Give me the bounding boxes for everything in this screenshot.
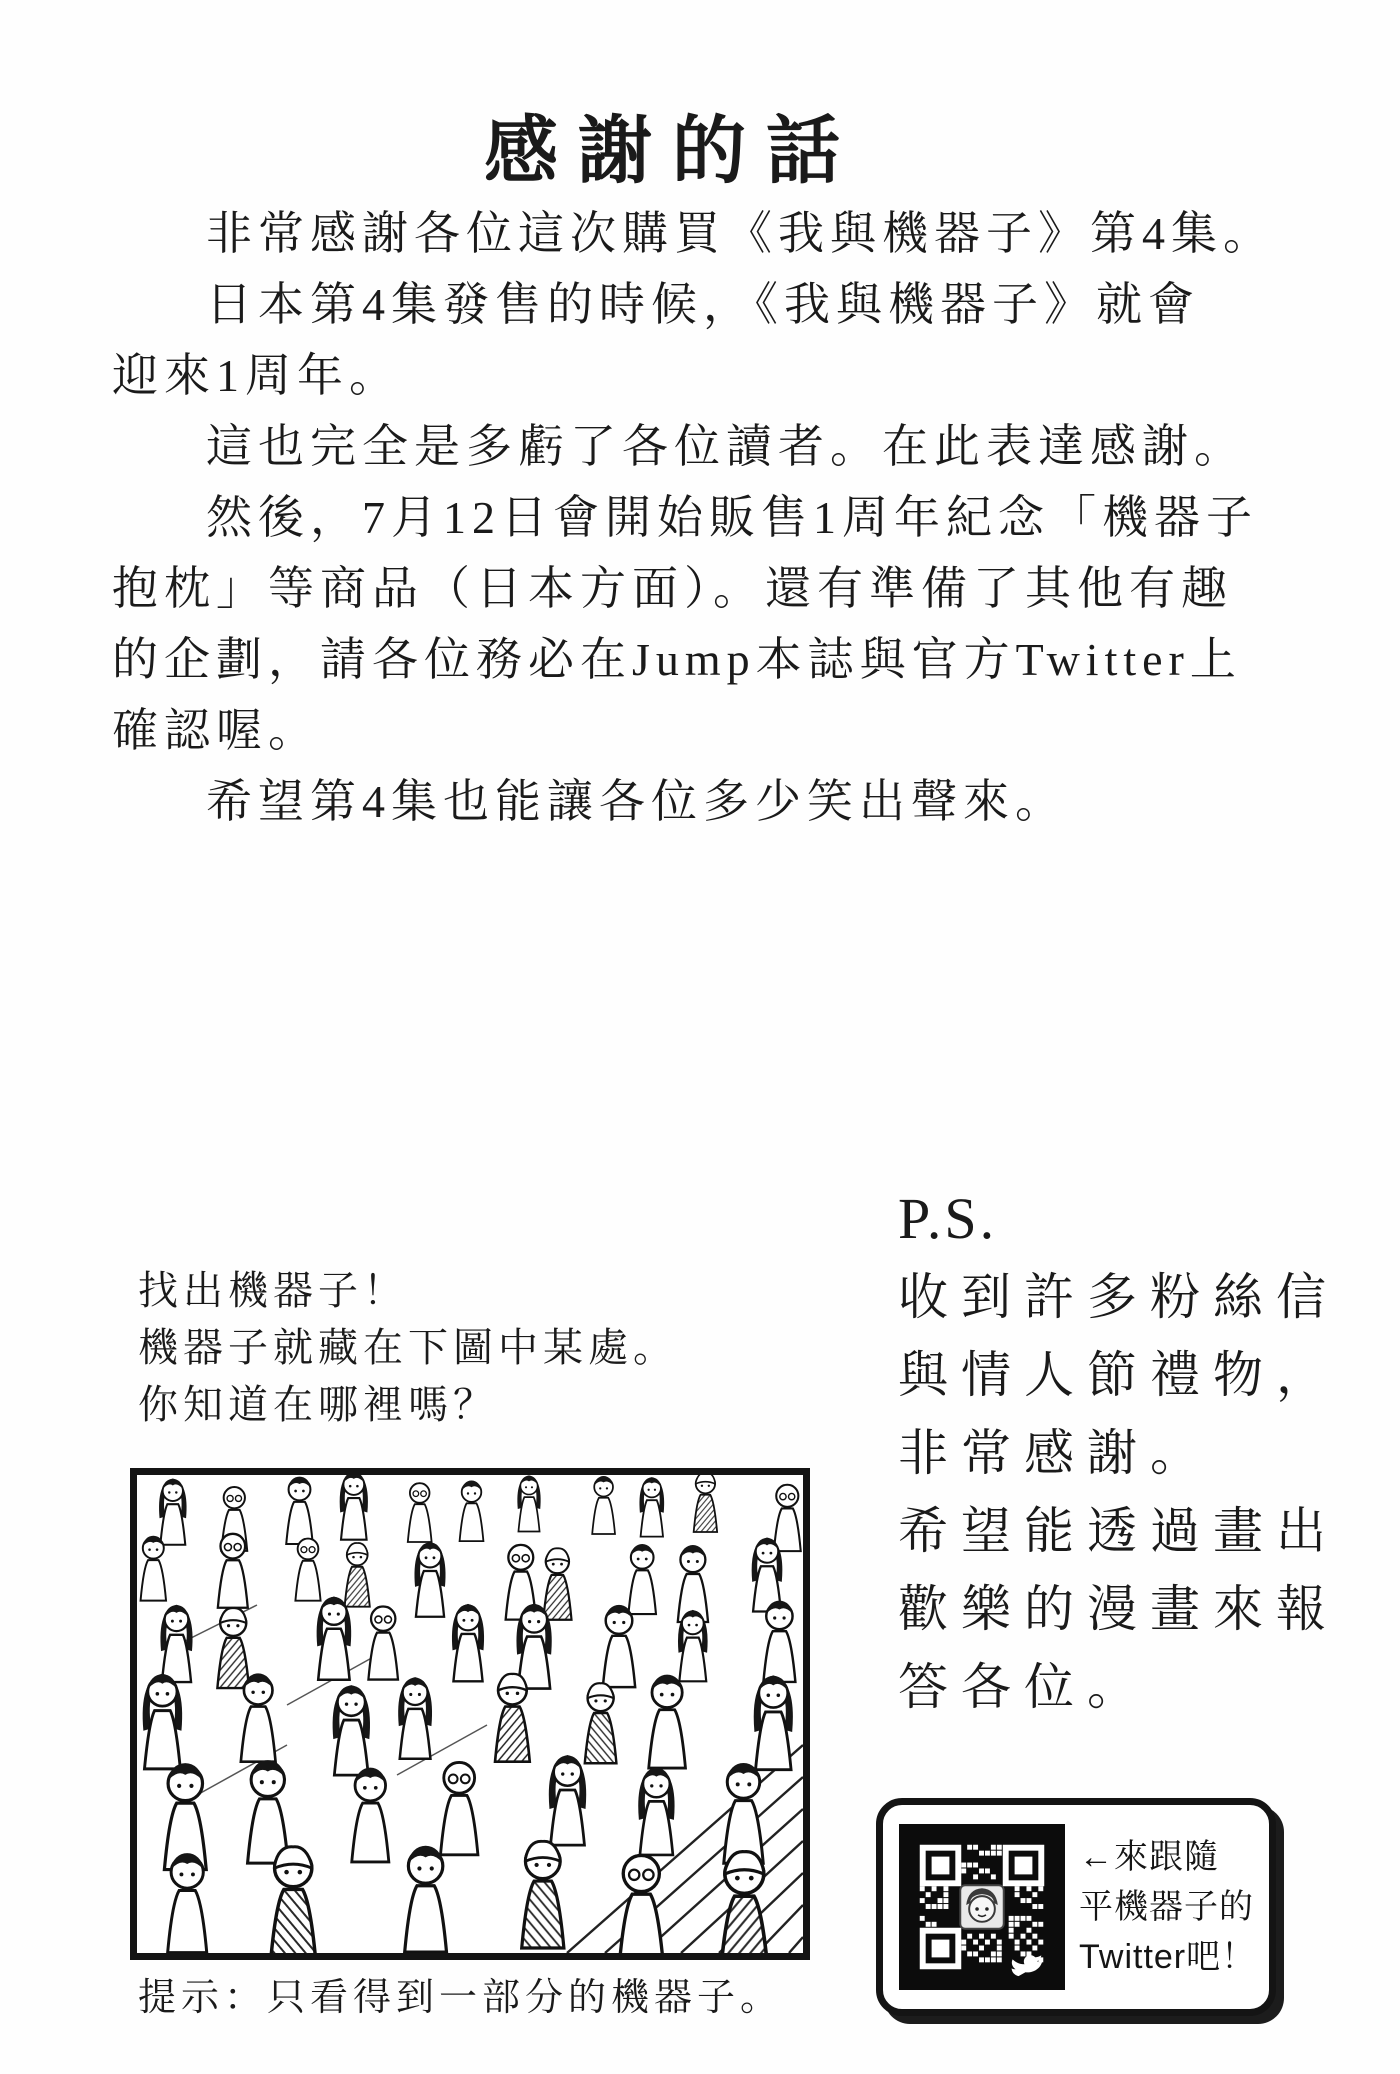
body-line: 這也完全是多虧了各位讀者。在此表達感謝。 (206, 421, 1246, 472)
find-robot-illustration (130, 1468, 810, 1960)
ps-line: 非常感謝。 (898, 1425, 1213, 1481)
find-robot-line: 機器子就藏在下圖中某處。 (138, 1325, 678, 1370)
ps-note (898, 1180, 1368, 1726)
crowd-scene-drawing (137, 1475, 803, 1953)
body-line: 抱枕」等商品（日本方面）。還有準備了其他有趣 (112, 563, 1233, 614)
find-robot-line: 你知道在哪裡嗎？ (138, 1382, 498, 1427)
find-robot-line: 找出機器子！ (138, 1268, 408, 1313)
hint-caption: 提示：只看得到一部分的機器子。 (138, 1977, 784, 2019)
qr-caption-line: 平機器子的 (1079, 1888, 1254, 1926)
thanks-paragraphs (112, 198, 1312, 837)
qr-caption (1079, 1832, 1256, 1982)
qr-caption-line: Twitter吧！ (1079, 1938, 1257, 1976)
ps-line: 歡樂的漫畫來報 (898, 1581, 1339, 1637)
qr-caption-line: ←來跟隨 (1079, 1838, 1219, 1876)
page-title: 感謝的話 (484, 111, 860, 193)
ps-line: 與情人節禮物， (898, 1347, 1339, 1403)
body-line: 確認喔。 (112, 705, 320, 756)
roboko-face-icon (960, 1885, 1003, 1928)
find-robot-intro (138, 1262, 678, 1433)
body-line: 的企劃，請各位務必在Jump本誌與官方Twitter上 (112, 634, 1242, 685)
twitter-qr-card (876, 1798, 1276, 2016)
ps-line: 希望能透過畫出 (898, 1503, 1339, 1559)
body-line: 然後，7月12日會開始販售1周年紀念「機器子 (206, 492, 1258, 543)
body-line: 希望第4集也能讓各位多少笑出聲來。 (206, 776, 1067, 827)
ps-line: 答各位。 (898, 1659, 1150, 1715)
body-line: 迎來1周年。 (112, 350, 401, 401)
qr-code (899, 1824, 1065, 1990)
ps-line: 收到許多粉絲信 (898, 1269, 1339, 1325)
body-line: 日本第4集發售的時候，《我與機器子》就會 (206, 279, 1200, 330)
body-line: 非常感謝各位這次購買《我與機器子》第4集。 (206, 208, 1275, 259)
ps-heading: P.S. (898, 1186, 998, 1251)
